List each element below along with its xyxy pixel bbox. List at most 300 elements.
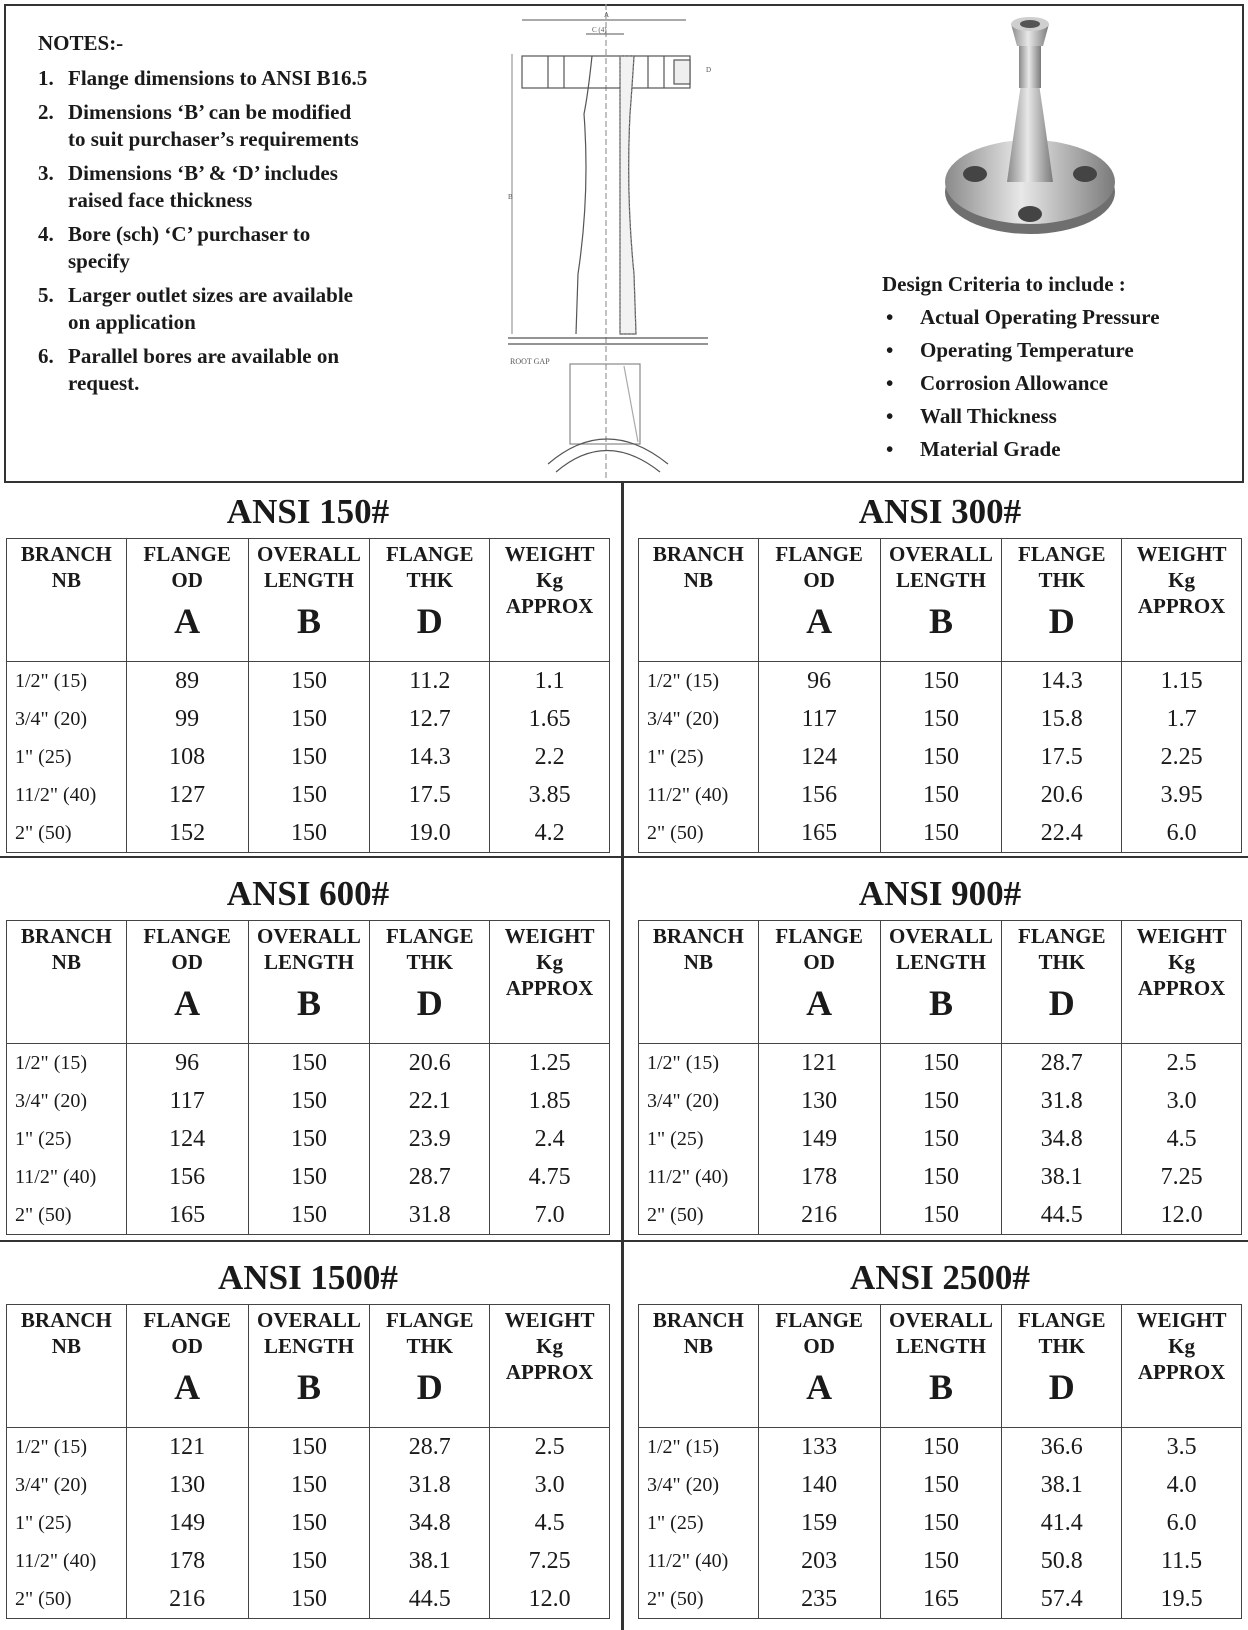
cell-branch-nb: 11/2" (40) xyxy=(639,1542,759,1580)
dimension-letter: B xyxy=(296,1367,321,1407)
cell-overall-length: 150 xyxy=(880,700,1002,738)
cell-overall-length: 150 xyxy=(880,738,1002,776)
cell-flange-od: 156 xyxy=(758,776,880,814)
cell-flange-od: 99 xyxy=(126,700,248,738)
bullet-icon: • xyxy=(886,404,894,428)
header-weight xyxy=(490,1305,610,1428)
dimension-letter: D xyxy=(1048,983,1075,1023)
header-label: FLANGE THK xyxy=(1018,1308,1106,1358)
cell-branch-nb: 11/2" (40) xyxy=(7,1542,127,1580)
cell-weight: 11.5 xyxy=(1122,1542,1242,1580)
header-label: FLANGE THK xyxy=(1018,924,1106,974)
note-item xyxy=(38,160,368,214)
note-number: 2. xyxy=(38,100,54,124)
header-label: BRANCH NB xyxy=(652,1308,744,1358)
cell-branch-nb: 1/2" (15) xyxy=(7,662,127,701)
cell-overall-length: 150 xyxy=(248,738,370,776)
cell-overall-length: 150 xyxy=(248,1120,370,1158)
cell-overall-length: 150 xyxy=(248,1158,370,1196)
cell-flange-od: 133 xyxy=(758,1428,880,1467)
cell-branch-nb: 3/4" (20) xyxy=(7,1466,127,1504)
table-row xyxy=(639,1428,1242,1467)
cell-flange-thk: 50.8 xyxy=(1002,1542,1122,1580)
cell-flange-thk: 14.3 xyxy=(370,738,490,776)
nipoflange-product-photo xyxy=(945,4,1125,254)
header-label: FLANGE OD xyxy=(775,542,863,592)
cell-flange-thk: 20.6 xyxy=(1002,776,1122,814)
cell-weight: 1.7 xyxy=(1122,700,1242,738)
header-label: WEIGHT Kg APPROX xyxy=(504,542,595,618)
cell-flange-thk: 44.5 xyxy=(370,1580,490,1619)
table-row xyxy=(639,1466,1242,1504)
table-row xyxy=(7,776,610,814)
table-row xyxy=(639,776,1242,814)
cell-overall-length: 150 xyxy=(880,1428,1002,1467)
cell-branch-nb: 2" (50) xyxy=(7,1580,127,1619)
table-header-row xyxy=(639,539,1242,662)
header-label: FLANGE OD xyxy=(775,924,863,974)
header-weight xyxy=(1122,539,1242,662)
cell-branch-nb: 2" (50) xyxy=(7,814,127,853)
table-row xyxy=(7,1158,610,1196)
header-label: OVERALL LENGTH xyxy=(889,924,993,974)
dimension-table xyxy=(6,538,610,853)
header-flange-od xyxy=(126,921,248,1044)
header-overall-length xyxy=(880,539,1002,662)
header-overall-length xyxy=(880,1305,1002,1428)
cell-branch-nb: 1/2" (15) xyxy=(7,1044,127,1083)
note-text: Larger outlet sizes are available on application xyxy=(68,283,353,334)
cell-weight: 3.5 xyxy=(1122,1428,1242,1467)
header-label: BRANCH NB xyxy=(652,924,744,974)
cell-branch-nb: 1/2" (15) xyxy=(7,1428,127,1467)
header-flange-thk xyxy=(370,921,490,1044)
cell-overall-length: 150 xyxy=(248,662,370,701)
table-row xyxy=(7,738,610,776)
cell-overall-length: 150 xyxy=(248,776,370,814)
table-row xyxy=(7,1196,610,1235)
cell-flange-thk: 31.8 xyxy=(370,1196,490,1235)
cell-flange-thk: 31.8 xyxy=(370,1466,490,1504)
header-label: FLANGE OD xyxy=(143,542,231,592)
cell-weight: 12.0 xyxy=(1122,1196,1242,1235)
criteria-item xyxy=(882,400,1160,433)
table-row xyxy=(639,1120,1242,1158)
note-item xyxy=(38,65,368,92)
dimension-letter: A xyxy=(174,1367,201,1407)
cell-flange-thk: 38.1 xyxy=(370,1542,490,1580)
cell-flange-thk: 31.8 xyxy=(1002,1082,1122,1120)
cell-flange-thk: 20.6 xyxy=(370,1044,490,1083)
cell-flange-od: 89 xyxy=(126,662,248,701)
cell-branch-nb: 1" (25) xyxy=(639,1120,759,1158)
cell-flange-od: 235 xyxy=(758,1580,880,1619)
header-overall-length xyxy=(248,539,370,662)
dimension-letter: B xyxy=(296,601,321,641)
table-row xyxy=(639,814,1242,853)
header-weight xyxy=(490,921,610,1044)
note-number: 1. xyxy=(38,66,54,90)
cell-overall-length: 150 xyxy=(248,1044,370,1083)
cell-flange-od: 152 xyxy=(126,814,248,853)
cell-flange-thk: 19.0 xyxy=(370,814,490,853)
cell-weight: 4.0 xyxy=(1122,1466,1242,1504)
header-flange-thk xyxy=(1002,1305,1122,1428)
table-row xyxy=(639,1542,1242,1580)
cell-overall-length: 150 xyxy=(248,1542,370,1580)
cell-overall-length: 150 xyxy=(248,1580,370,1619)
cell-overall-length: 150 xyxy=(880,1082,1002,1120)
cell-overall-length: 150 xyxy=(880,662,1002,701)
table-row xyxy=(7,1044,610,1083)
cell-flange-thk: 17.5 xyxy=(1002,738,1122,776)
cell-flange-od: 159 xyxy=(758,1504,880,1542)
cell-branch-nb: 3/4" (20) xyxy=(639,1466,759,1504)
cell-branch-nb: 1/2" (15) xyxy=(639,1428,759,1467)
cell-flange-od: 124 xyxy=(126,1120,248,1158)
notes-list xyxy=(38,30,368,404)
cell-branch-nb: 2" (50) xyxy=(639,1580,759,1619)
cell-weight: 4.5 xyxy=(1122,1120,1242,1158)
table-title: ANSI 300# xyxy=(858,492,1022,531)
header-flange-thk xyxy=(1002,921,1122,1044)
criteria-text: Actual Operating Pressure xyxy=(920,305,1160,329)
table-row xyxy=(639,1158,1242,1196)
note-item xyxy=(38,221,368,275)
cell-weight: 2.5 xyxy=(1122,1044,1242,1083)
cell-weight: 3.85 xyxy=(490,776,610,814)
note-number: 6. xyxy=(38,344,54,368)
dim-label-a: A xyxy=(604,11,610,19)
cell-weight: 7.0 xyxy=(490,1196,610,1235)
cell-overall-length: 150 xyxy=(880,1044,1002,1083)
bullet-icon: • xyxy=(886,338,894,362)
dimension-letter: A xyxy=(806,983,833,1023)
header-label: OVERALL LENGTH xyxy=(257,542,361,592)
cell-weight: 6.0 xyxy=(1122,1504,1242,1542)
header-label: OVERALL LENGTH xyxy=(257,924,361,974)
criteria-text: Wall Thickness xyxy=(920,404,1057,428)
nipoflange-section-drawing xyxy=(508,4,728,478)
ansi-table xyxy=(638,486,1242,862)
note-number: 4. xyxy=(38,222,54,246)
cell-flange-thk: 23.9 xyxy=(370,1120,490,1158)
cell-weight: 19.5 xyxy=(1122,1580,1242,1619)
header-flange-thk xyxy=(370,1305,490,1428)
cell-weight: 3.95 xyxy=(1122,776,1242,814)
cell-overall-length: 150 xyxy=(248,1082,370,1120)
cell-weight: 4.75 xyxy=(490,1158,610,1196)
header-branch-nb xyxy=(7,921,127,1044)
table-row xyxy=(7,662,610,701)
note-number: 5. xyxy=(38,283,54,307)
cell-weight: 7.25 xyxy=(490,1542,610,1580)
cell-branch-nb: 1/2" (15) xyxy=(639,662,759,701)
dimension-letter: D xyxy=(1048,1367,1075,1407)
cell-weight: 12.0 xyxy=(490,1580,610,1619)
header-branch-nb xyxy=(639,1305,759,1428)
cell-flange-od: 96 xyxy=(758,662,880,701)
criteria-item xyxy=(882,433,1160,466)
cell-weight: 2.25 xyxy=(1122,738,1242,776)
cell-weight: 3.0 xyxy=(1122,1082,1242,1120)
cell-branch-nb: 3/4" (20) xyxy=(639,1082,759,1120)
dim-label-c: C (4) xyxy=(592,26,607,34)
cell-flange-thk: 22.1 xyxy=(370,1082,490,1120)
cell-flange-od: 178 xyxy=(126,1542,248,1580)
header-label: WEIGHT Kg APPROX xyxy=(1136,1308,1227,1384)
header-label: FLANGE THK xyxy=(386,1308,474,1358)
cell-weight: 1.85 xyxy=(490,1082,610,1120)
cell-branch-nb: 3/4" (20) xyxy=(7,1082,127,1120)
header-label: FLANGE THK xyxy=(386,924,474,974)
cell-flange-od: 216 xyxy=(126,1580,248,1619)
table-row xyxy=(7,1428,610,1467)
cell-weight: 4.5 xyxy=(490,1504,610,1542)
cell-flange-thk: 15.8 xyxy=(1002,700,1122,738)
ansi-table xyxy=(6,868,610,1244)
cell-overall-length: 150 xyxy=(880,776,1002,814)
table-row xyxy=(7,1082,610,1120)
cell-overall-length: 150 xyxy=(880,1542,1002,1580)
cell-overall-length: 150 xyxy=(880,1158,1002,1196)
dimension-letter: D xyxy=(416,601,443,641)
cell-flange-od: 156 xyxy=(126,1158,248,1196)
note-text: Parallel bores are available on request. xyxy=(68,344,340,395)
table-row xyxy=(639,662,1242,701)
cell-overall-length: 150 xyxy=(248,1466,370,1504)
cell-flange-od: 127 xyxy=(126,776,248,814)
header-label: WEIGHT Kg APPROX xyxy=(1136,542,1227,618)
table-header-row xyxy=(639,1305,1242,1428)
header-label: FLANGE OD xyxy=(143,924,231,974)
cell-flange-thk: 22.4 xyxy=(1002,814,1122,853)
root-gap-label: ROOT GAP xyxy=(510,357,550,366)
ansi-table xyxy=(6,1252,610,1628)
cell-branch-nb: 1/2" (15) xyxy=(639,1044,759,1083)
table-title: ANSI 600# xyxy=(226,874,390,913)
dimension-letter: B xyxy=(928,983,953,1023)
header-flange-od xyxy=(758,921,880,1044)
cell-weight: 3.0 xyxy=(490,1466,610,1504)
cell-overall-length: 150 xyxy=(880,1196,1002,1235)
table-row xyxy=(639,1504,1242,1542)
note-text: Flange dimensions to ANSI B16.5 xyxy=(68,66,368,90)
header-label: OVERALL LENGTH xyxy=(889,1308,993,1358)
cell-flange-od: 165 xyxy=(126,1196,248,1235)
cell-flange-od: 121 xyxy=(126,1428,248,1467)
criteria-text: Operating Temperature xyxy=(920,338,1134,362)
ansi-table xyxy=(638,1252,1242,1628)
dimension-letter: B xyxy=(296,983,321,1023)
ansi-table xyxy=(6,486,610,862)
cell-flange-od: 96 xyxy=(126,1044,248,1083)
header-label: FLANGE OD xyxy=(775,1308,863,1358)
dimension-table xyxy=(638,920,1242,1235)
cell-flange-od: 178 xyxy=(758,1158,880,1196)
cell-overall-length: 150 xyxy=(248,1428,370,1467)
header-label: WEIGHT Kg APPROX xyxy=(504,924,595,1000)
table-header-row xyxy=(7,539,610,662)
cell-branch-nb: 1" (25) xyxy=(7,1120,127,1158)
criteria-item xyxy=(882,334,1160,367)
dimension-table xyxy=(6,1304,610,1619)
cell-flange-thk: 36.6 xyxy=(1002,1428,1122,1467)
cell-branch-nb: 11/2" (40) xyxy=(7,1158,127,1196)
table-title: ANSI 1500# xyxy=(218,1258,398,1297)
table-title: ANSI 150# xyxy=(226,492,390,531)
header-branch-nb xyxy=(639,539,759,662)
table-row xyxy=(7,1466,610,1504)
cell-flange-od: 203 xyxy=(758,1542,880,1580)
bullet-icon: • xyxy=(886,371,894,395)
table-row xyxy=(639,1082,1242,1120)
dimension-table xyxy=(638,538,1242,853)
table-row xyxy=(7,1120,610,1158)
cell-flange-thk: 57.4 xyxy=(1002,1580,1122,1619)
note-text: Bore (sch) ‘C’ purchaser to specify xyxy=(68,222,311,273)
cell-branch-nb: 11/2" (40) xyxy=(7,776,127,814)
dimension-letter: B xyxy=(928,601,953,641)
dimension-letter: A xyxy=(806,601,833,641)
cell-flange-thk: 12.7 xyxy=(370,700,490,738)
cell-branch-nb: 3/4" (20) xyxy=(7,700,127,738)
cell-branch-nb: 3/4" (20) xyxy=(639,700,759,738)
cell-weight: 7.25 xyxy=(1122,1158,1242,1196)
header-label: OVERALL LENGTH xyxy=(257,1308,361,1358)
table-row xyxy=(7,1542,610,1580)
cell-flange-thk: 41.4 xyxy=(1002,1504,1122,1542)
cell-flange-od: 130 xyxy=(758,1082,880,1120)
dimension-letter: A xyxy=(174,983,201,1023)
cell-overall-length: 150 xyxy=(880,1504,1002,1542)
table-header-row xyxy=(7,1305,610,1428)
cell-overall-length: 150 xyxy=(880,1466,1002,1504)
dimension-letter: A xyxy=(174,601,201,641)
table-row xyxy=(639,1580,1242,1619)
dimension-letter: D xyxy=(416,983,443,1023)
cell-flange-od: 117 xyxy=(758,700,880,738)
cell-weight: 1.15 xyxy=(1122,662,1242,701)
cell-branch-nb: 2" (50) xyxy=(7,1196,127,1235)
header-label: BRANCH NB xyxy=(20,542,112,592)
header-flange-thk xyxy=(370,539,490,662)
cell-weight: 1.25 xyxy=(490,1044,610,1083)
cell-overall-length: 150 xyxy=(248,1504,370,1542)
dimension-letter: D xyxy=(416,1367,443,1407)
cell-branch-nb: 11/2" (40) xyxy=(639,776,759,814)
bullet-icon: • xyxy=(886,305,894,329)
cell-flange-thk: 28.7 xyxy=(1002,1044,1122,1083)
header-overall-length xyxy=(880,921,1002,1044)
cell-flange-thk: 14.3 xyxy=(1002,662,1122,701)
cell-branch-nb: 1" (25) xyxy=(639,1504,759,1542)
header-label: FLANGE THK xyxy=(386,542,474,592)
header-flange-od xyxy=(758,539,880,662)
notes-title: NOTES:- xyxy=(38,31,124,55)
table-row xyxy=(7,1580,610,1619)
header-label: FLANGE OD xyxy=(143,1308,231,1358)
cell-flange-thk: 17.5 xyxy=(370,776,490,814)
cell-weight: 4.2 xyxy=(490,814,610,853)
cell-flange-od: 149 xyxy=(126,1504,248,1542)
cell-flange-thk: 34.8 xyxy=(370,1504,490,1542)
note-item xyxy=(38,343,368,397)
cell-overall-length: 150 xyxy=(880,1120,1002,1158)
table-row xyxy=(7,814,610,853)
dimension-table xyxy=(6,920,610,1235)
criteria-item xyxy=(882,301,1160,334)
header-branch-nb xyxy=(7,1305,127,1428)
cell-flange-od: 216 xyxy=(758,1196,880,1235)
table-row xyxy=(639,1196,1242,1235)
criteria-text: Material Grade xyxy=(920,437,1061,461)
cell-weight: 1.1 xyxy=(490,662,610,701)
criteria-title: Design Criteria to include : xyxy=(882,272,1126,296)
note-text: Dimensions ‘B’ can be modified to suit purchaser’s requirements xyxy=(68,100,359,151)
cell-branch-nb: 1" (25) xyxy=(7,1504,127,1542)
cell-flange-od: 165 xyxy=(758,814,880,853)
cell-flange-thk: 28.7 xyxy=(370,1428,490,1467)
header-label: BRANCH NB xyxy=(20,924,112,974)
cell-branch-nb: 1" (25) xyxy=(639,738,759,776)
header-weight xyxy=(490,539,610,662)
table-row xyxy=(7,700,610,738)
header-label: OVERALL LENGTH xyxy=(889,542,993,592)
cell-flange-thk: 38.1 xyxy=(1002,1466,1122,1504)
header-branch-nb xyxy=(639,921,759,1044)
cell-branch-nb: 2" (50) xyxy=(639,814,759,853)
cell-overall-length: 150 xyxy=(248,814,370,853)
cell-branch-nb: 2" (50) xyxy=(639,1196,759,1235)
note-item xyxy=(38,282,368,336)
table-title: ANSI 2500# xyxy=(850,1258,1030,1297)
header-overall-length xyxy=(248,921,370,1044)
header-label: WEIGHT Kg APPROX xyxy=(1136,924,1227,1000)
header-overall-length xyxy=(248,1305,370,1428)
cell-flange-od: 130 xyxy=(126,1466,248,1504)
cell-flange-od: 140 xyxy=(758,1466,880,1504)
cell-overall-length: 165 xyxy=(880,1580,1002,1619)
dim-label-d: D xyxy=(706,66,712,74)
table-title: ANSI 900# xyxy=(858,874,1022,913)
bullet-icon: • xyxy=(886,437,894,461)
table-header-row xyxy=(7,921,610,1044)
cell-weight: 2.4 xyxy=(490,1120,610,1158)
cell-weight: 1.65 xyxy=(490,700,610,738)
dimension-letter: B xyxy=(928,1367,953,1407)
cell-flange-thk: 11.2 xyxy=(370,662,490,701)
header-branch-nb xyxy=(7,539,127,662)
cell-weight: 6.0 xyxy=(1122,814,1242,853)
cell-weight: 2.2 xyxy=(490,738,610,776)
header-label: BRANCH NB xyxy=(652,542,744,592)
cell-flange-od: 121 xyxy=(758,1044,880,1083)
cell-overall-length: 150 xyxy=(248,1196,370,1235)
header-flange-od xyxy=(758,1305,880,1428)
cell-overall-length: 150 xyxy=(880,814,1002,853)
cell-flange-od: 124 xyxy=(758,738,880,776)
dim-label-b: B xyxy=(508,193,513,201)
cell-flange-thk: 34.8 xyxy=(1002,1120,1122,1158)
header-flange-od xyxy=(126,1305,248,1428)
cell-flange-od: 108 xyxy=(126,738,248,776)
header-label: WEIGHT Kg APPROX xyxy=(504,1308,595,1384)
table-row xyxy=(639,1044,1242,1083)
table-row xyxy=(639,700,1242,738)
cell-weight: 2.5 xyxy=(490,1428,610,1467)
cell-flange-thk: 28.7 xyxy=(370,1158,490,1196)
